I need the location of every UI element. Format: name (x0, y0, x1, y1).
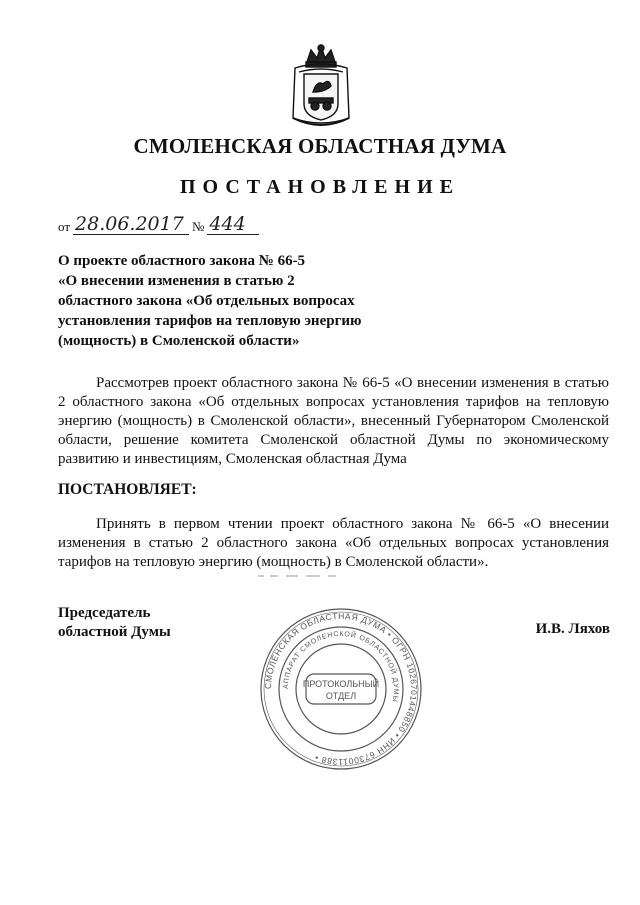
paragraph-text: Рассмотрев проект областного закона № 66-5 «О внесении изменения в статью 2 областного закона «Об отдельных вопросах установления тарифов на тепловую энергию (мощность) в Смоленской области», внесенный Губернатором Смоленской области, решение комитета Смоленской областной Думы по экономическому развитию и инвестициям, Смоленская областная Дума (58, 375, 609, 467)
document-date: 28.06.2017 (73, 214, 189, 235)
stamp-outer-text: СМОЛЕНСКАЯ ОБЛАСТНАЯ ДУМА • ОГРН 1026701448850 • ИНН 6730011388 • (262, 610, 420, 768)
subject-line: (мощность) в Смоленской области» (58, 333, 300, 349)
number-label: № (192, 219, 205, 234)
body-paragraph-2 (58, 515, 609, 572)
organization-title: СМОЛЕНСКАЯ ОБЛАСТНАЯ ДУМА (133, 134, 507, 158)
decree-word: ПОСТАНОВЛЯЕТ: (58, 481, 197, 498)
subject-line: «О внесении изменения в статью 2 (58, 273, 295, 289)
signer-name: И.В. Ляхов (535, 621, 610, 637)
signer-title (58, 604, 171, 642)
coat-of-arms-icon (287, 40, 355, 130)
document-type: ПОСТАНОВЛЕНИЕ (180, 176, 460, 198)
stamp-center-line-2: ОТДЕЛ (325, 691, 357, 701)
official-stamp (256, 604, 426, 774)
document-number: 444 (207, 214, 259, 235)
faint-mark (258, 573, 338, 579)
date-number-line (58, 214, 262, 235)
subject-line: областного закона «Об отдельных вопросах (58, 293, 355, 309)
subject-line: О проекте областного закона № 66-5 (58, 253, 306, 269)
paragraph-text: Принять в первом чтении проект областного закона № 66-5 «О внесении изменения в статью 2 областного закона «Об отдельных вопросах установления тарифов на тепловую энергию (мощность) в Смоленской области». (58, 516, 609, 570)
subject-line: установления тарифов на тепловую энергию (58, 313, 362, 329)
from-label: от (58, 219, 71, 234)
stamp-inner-text: АППАРАТ СМОЛЕНСКОЙ ОБЛАСТНОЙ ДУМЫ (282, 630, 400, 704)
signer-title-line: Председатель (58, 605, 151, 621)
document-subject (58, 251, 388, 351)
body-paragraph-1 (58, 374, 609, 469)
signer-title-line: областной Думы (58, 624, 171, 640)
stamp-center-line-1: ПРОТОКОЛЬНЫЙ (302, 679, 380, 689)
